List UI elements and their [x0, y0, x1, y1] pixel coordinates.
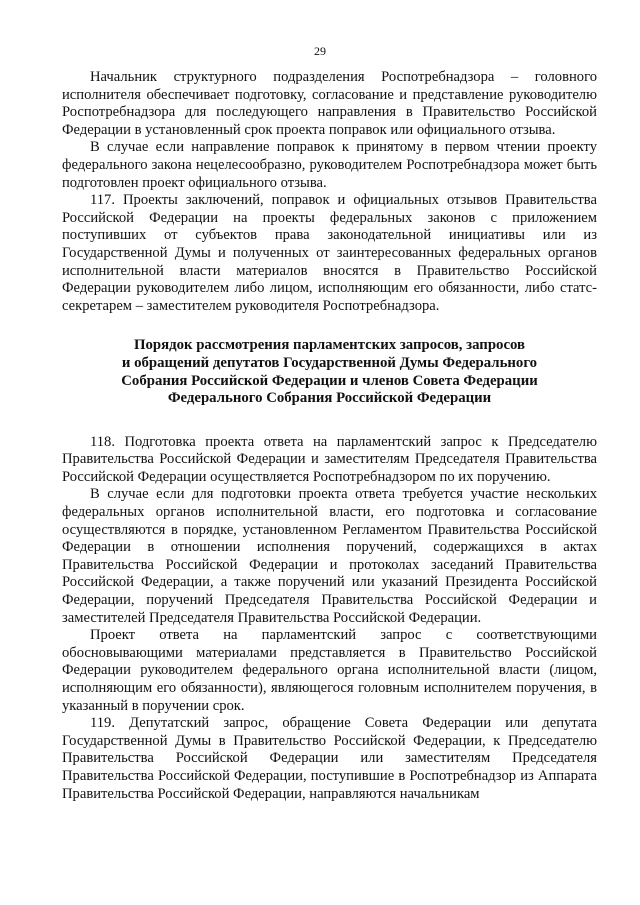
- section-heading-line: Собрания Российской Федерации и членов Совета Федерации: [121, 372, 538, 389]
- section-heading: [62, 337, 597, 407]
- page-number: 29: [314, 44, 326, 58]
- paragraph-multiple-agencies: В случае если для подготовки проекта ответа требуется участие нескольких федеральных органов исполнительной власти, его подготовка и согласование осуществляются в порядке, установленном Регламентом Правительства Российской Федерации в отношении исполнения поручений, содержащихся в актах Правительства Российской Федерации и протоколах заседаний Правительства Российской Федерации, а также поручений или указаний Президента Российской Федерации, поручений Председателя Правительства Российской Федерации и заместителей Председателя Правительства Российской Федерации.: [62, 486, 597, 626]
- document-body: [62, 69, 597, 803]
- paragraph-117: 117. Проекты заключений, поправок и официальных отзывов Правительства Российской Федерации на проекты федеральных законов с приложением поступивших от субъектов права законодательной инициативы или из Государственной Думы и полученных от заинтересованных федеральных органов исполнительной власти материалов вносятся в Правительство Российской Федерации руководителем либо лицом, исполняющим его обязанности, либо статс-секретарем – заместителем руководителя Роспотребнадзора.: [62, 192, 597, 314]
- section-heading-line: Федерального Собрания Российской Федерации: [167, 390, 492, 407]
- section-heading-line: и обращений депутатов Государственной Думы Федерального: [121, 354, 538, 371]
- section-heading-line: Порядок рассмотрения парламентских запросов, запросов: [133, 337, 526, 354]
- paragraph-draft-response: Проект ответа на парламентский запрос с соответствующими обосновывающими материалами представляется в Правительство Российской Федерации руководителем федерального органа исполнительной власти (лицом, исполняющим его обязанности), являющегося головным исполнителем поручения, в указанный в поручении срок.: [62, 627, 597, 714]
- paragraph-head-executive-duties: Начальник структурного подразделения Роспотребнадзора – головного исполнителя обеспечивает подготовку, согласование и представление руководителю Роспотребнадзора для последующего направления в Правительство Российской Федерации в установленный срок проекта поправок или официального отзыва.: [62, 69, 597, 138]
- paragraph-official-review: В случае если направление поправок к принятому в первом чтении проекту федерального закона нецелесообразно, руководителем Роспотребнадзора может быть подготовлен проект официального отзыва.: [62, 139, 597, 191]
- paragraph-118: 118. Подготовка проекта ответа на парламентский запрос к Председателю Правительства Российской Федерации и заместителям Председателя Правительства Российской Федерации осуществляется Роспотребнадзором по их поручению.: [62, 433, 597, 485]
- paragraph-119: 119. Депутатский запрос, обращение Совета Федерации или депутата Государственной Думы в Правительство Российской Федерации, к Председателю Правительства Российской Федерации или заместителям Председателя Правительства Российской Федерации, поступившие в Роспотребнадзор из Аппарата Правительства Российской Федерации, направляются начальникам: [62, 715, 597, 802]
